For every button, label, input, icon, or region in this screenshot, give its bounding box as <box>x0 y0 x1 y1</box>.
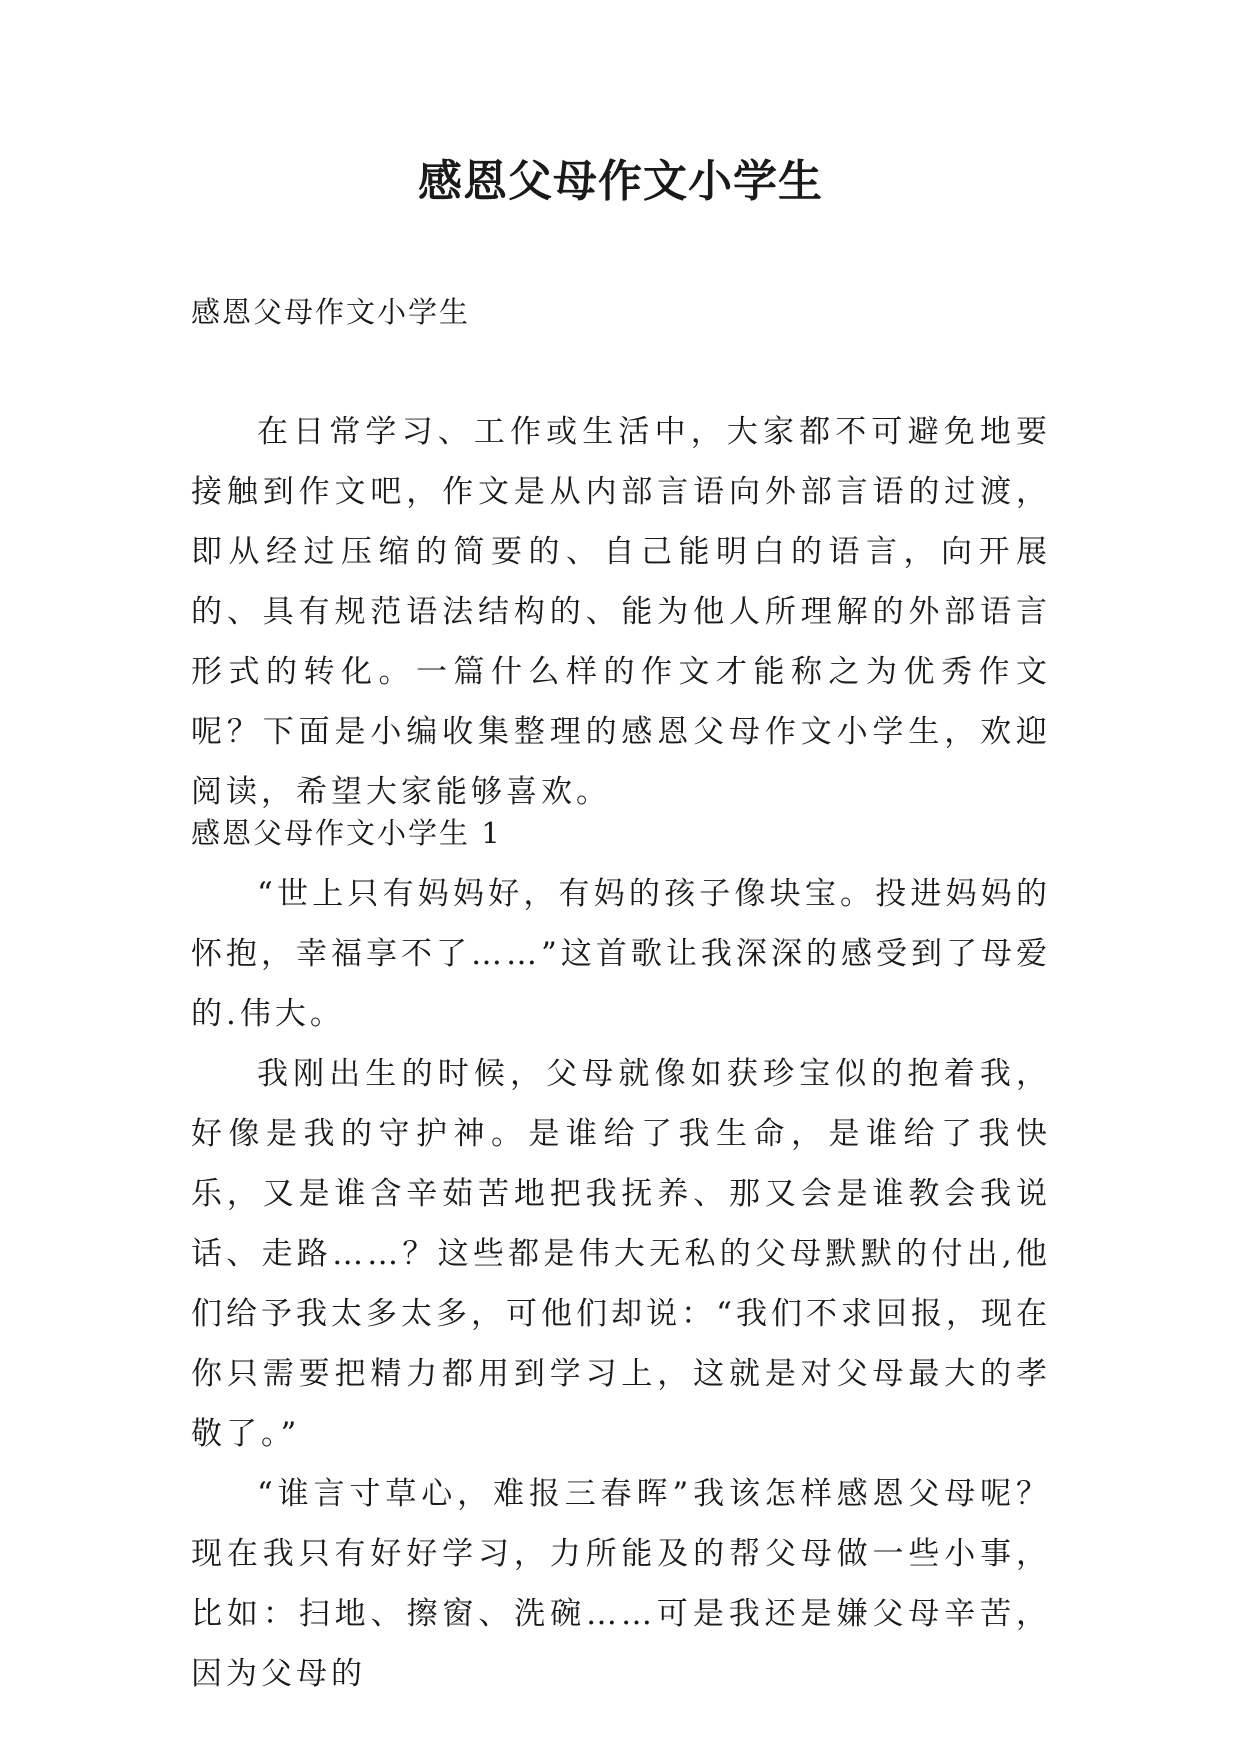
document-title: 感恩父母作文小学生 <box>418 156 823 207</box>
essay-section-title: 感恩父母作文小学生 1 <box>191 816 502 850</box>
intro-paragraph: 在日常学习、工作或生活中，大家都不可避免地要接触到作文吧，作文是从内部言语向外部言语的过渡，即从经过压缩的简要的、自己能明白的语言，向开展的、具有规范语法结构的、能为他人所理解的外部语言形式的转化。一篇什么样的作文才能称之为优秀作文呢？下面是小编收集整理的感恩父母作文小学生，欢迎阅读，希望大家能够喜欢。 <box>191 414 1051 810</box>
essay-paragraph-1: “世上只有妈妈好，有妈的孩子像块宝。投进妈妈的怀抱，幸福享不了……”这首歌让我深深的感受到了母爱的.伟大。 <box>191 876 1051 1032</box>
intro-section <box>191 402 1051 822</box>
essay-paragraph-3: “谁言寸草心，难报三春晖”我该怎样感恩父母呢？现在我只有好好学习，力所能及的帮父母做一些小事，比如：扫地、擦窗、洗碗……可是我还是嫌父母辛苦，因为父母的 <box>191 1476 1051 1692</box>
document-subtitle: 感恩父母作文小学生 <box>191 295 471 329</box>
essay-paragraph-2: 我刚出生的时候，父母就像如获珍宝似的抱着我，好像是我的守护神。是谁给了我生命，是谁给了我快乐，又是谁含辛茹苦地把我抚养、那又会是谁教会我说话、走路……？这些都是伟大无私的父母默默的付出,他们给予我太多太多，可他们却说：“我们不求回报，现在你只需要把精力都用到学习上，这就是对父母最大的孝敬了。” <box>191 1056 1051 1452</box>
essay-body <box>191 864 1051 1704</box>
